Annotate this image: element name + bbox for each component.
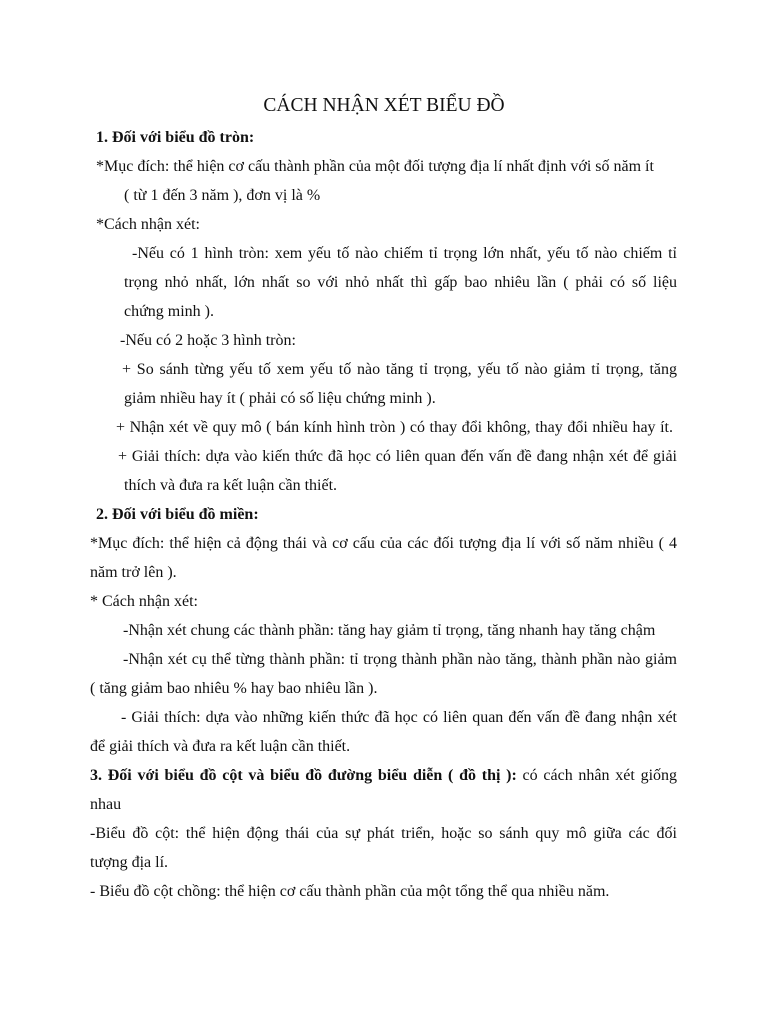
section-2-explain-line-1: - Giải thích: dựa vào những kiến thức đã học có liên quan đến vấn đề đang nhận xét <box>121 709 677 726</box>
section-3-heading-line-2: nhau <box>90 796 122 813</box>
section-2-general: -Nhận xét chung các thành phần: tăng hay giảm tỉ trọng, tăng nhanh hay tăng chậm <box>123 622 656 639</box>
section-2-explain-line-2: để giải thích và đưa ra kết luận cần thiết. <box>90 738 351 755</box>
section-3-column-line-2: tượng địa lí. <box>90 854 169 871</box>
section-1-compare-line-2: giảm nhiều hay ít ( phải có số liệu chứng minh ). <box>124 390 436 407</box>
section-2-purpose-line-2: năm trở lên ). <box>90 564 177 581</box>
section-3-heading-text: 3. Đối với biểu đồ cột và biểu đồ đường biểu diễn ( đồ thị ): <box>90 767 517 784</box>
section-1-one-circle-line-2: trọng nhỏ nhất, lớn nhất so với nhỏ nhất thì gấp bao nhiêu lần ( phải có số liệu <box>124 274 677 291</box>
section-1-one-circle-line-3: chứng minh ). <box>124 303 214 320</box>
section-1-purpose-line-1: *Mục đích: thể hiện cơ cấu thành phần của một đối tượng địa lí nhất định với số năm ít <box>96 158 654 175</box>
section-2-method-label: * Cách nhận xét: <box>90 593 198 610</box>
section-1-explain-line-1: + Giải thích: dựa vào kiến thức đã học có liên quan đến vấn đề đang nhận xét để giải <box>118 448 677 465</box>
section-1-heading <box>96 127 254 149</box>
section-1-multi-circle: -Nếu có 2 hoặc 3 hình tròn: <box>120 332 296 349</box>
section-3-stacked: - Biểu đồ cột chồng: thể hiện cơ cấu thành phần của một tổng thể qua nhiều năm. <box>90 883 610 900</box>
section-1-explain-line-2: thích và đưa ra kết luận cần thiết. <box>124 477 338 494</box>
section-3-column-line-1: -Biểu đồ cột: thể hiện động thái của sự phát triển, hoặc so sánh quy mô giữa các đối <box>90 825 677 842</box>
section-3-heading <box>90 765 677 787</box>
section-1-method-label: *Cách nhận xét: <box>96 216 200 233</box>
section-1-compare-line-1: + So sánh từng yếu tố xem yếu tố nào tăng tỉ trọng, yếu tố nào giảm tỉ trọng, tăng <box>122 361 677 378</box>
section-1-purpose-line-2: ( từ 1 đến 3 năm ), đơn vị là % <box>124 187 321 204</box>
section-2-specific-line-1: -Nhận xét cụ thể từng thành phần: tỉ trọng thành phần nào tăng, thành phần nào giảm <box>123 651 677 668</box>
section-2-heading <box>96 504 259 526</box>
section-2-purpose-line-1: *Mục đích: thể hiện cả động thái và cơ cấu của các đối tượng địa lí với số năm nhiều ( 4 <box>90 535 677 552</box>
section-1-one-circle-line-1: -Nếu có 1 hình tròn: xem yếu tố nào chiếm tỉ trọng lớn nhất, yếu tố nào chiếm tỉ <box>132 245 677 262</box>
section-1-heading-text: 1. Đối với biểu đồ tròn: <box>96 129 255 146</box>
section-2-specific-line-2: ( tăng giảm bao nhiêu % hay bao nhiêu lần ). <box>90 680 378 697</box>
section-3-heading-tail: có cách nhân xét giống <box>516 767 677 784</box>
section-1-scale: + Nhận xét về quy mô ( bán kính hình tròn ) có thay đổi không, thay đổi nhiều hay ít. <box>116 419 673 436</box>
page-title: CÁCH NHẬN XÉT BIỂU ĐỒ <box>263 95 505 116</box>
section-2-heading-text: 2. Đối với biểu đồ miền: <box>96 506 259 523</box>
